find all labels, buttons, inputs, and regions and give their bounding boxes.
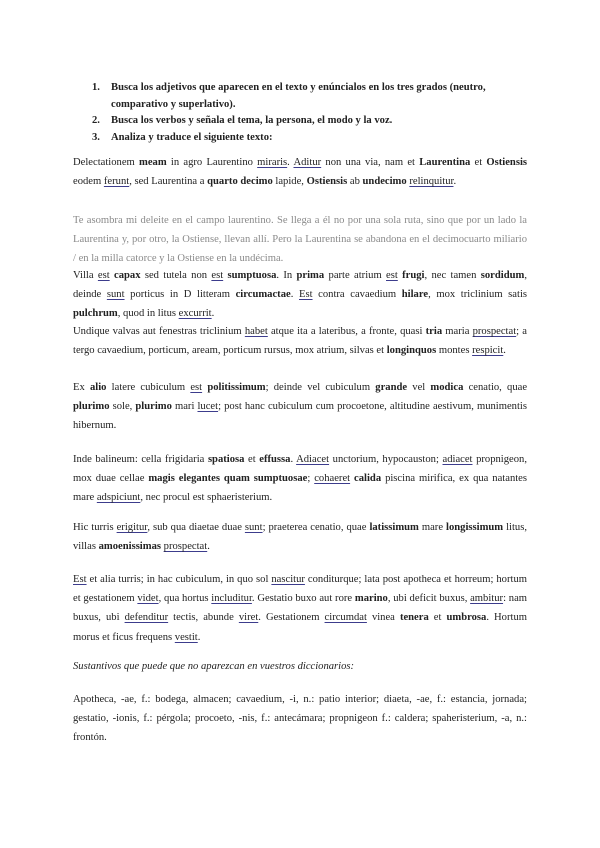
spanish-translation-paragraph: [73, 211, 527, 269]
text-run: Te asombra mi deleite en el campo laurentino. Se llega a él no por una sola ruta, sino que por un lado la Laurentina y, por otro, la Ostiense, llevan allí. Pero la Laurentina se abandona en el decimocuarto miliario / en la milla catorce y la Ostiense en la undécima.: [73, 215, 527, 265]
instruction-item: [92, 130, 532, 147]
text-run: , quod in litus: [117, 308, 179, 320]
text-run: Delectationem: [73, 157, 140, 168]
highlighted-adjective: undecimo: [362, 176, 407, 188]
text-run: .: [287, 157, 294, 168]
text-run: Undique valvas aut fenestras triclinium: [73, 326, 245, 337]
highlighted-adjective: sumptuosa: [227, 270, 277, 281]
highlighted-adjective: magis elegantes quam sumptuosae: [148, 473, 308, 485]
underlined-verb: cohaeret: [314, 473, 351, 485]
instruction-text: Analiza y traduce el siguiente texto:: [111, 131, 273, 143]
highlighted-adjective: prima: [296, 270, 325, 281]
underlined-verb: includitur: [211, 593, 252, 605]
text-run: .: [207, 541, 210, 553]
text-run: lapide,: [272, 176, 307, 188]
text-run: Sustantivos que puede que no aparezcan en vuestros diccionarios:: [73, 661, 355, 672]
underlined-verb: prospectat: [163, 541, 208, 553]
highlighted-adjective: umbrosa: [446, 612, 487, 624]
text-run: et: [470, 157, 487, 168]
text-run: ; praeterea cenatio, quae: [262, 522, 370, 533]
text-run: Villa: [73, 270, 98, 281]
text-run: piscina mirifica, ex qua natantes mare: [73, 473, 528, 504]
highlighted-adjective: capax: [114, 270, 141, 281]
instruction-item: [92, 80, 532, 113]
text-run: Hic turris: [73, 522, 117, 533]
text-run: parte atrium: [324, 270, 387, 281]
text-run: . In: [276, 270, 297, 281]
underlined-verb: est: [97, 270, 110, 281]
underlined-verb: excurrit: [178, 308, 212, 320]
highlighted-adjective: plurimo: [135, 401, 172, 413]
text-run: Ex: [73, 382, 90, 393]
text-run: , sub qua diaetae duae: [147, 522, 245, 533]
text-run: cenatio, quae: [463, 382, 528, 393]
text-run: Inde balineum: cella frigidaria: [73, 454, 208, 465]
underlined-verb: respicit: [472, 345, 504, 357]
latin-paragraph-2: [73, 266, 527, 324]
highlighted-adjective: grande: [375, 382, 408, 393]
highlighted-adjective: politissimum: [207, 382, 266, 393]
underlined-verb: Aditur: [293, 157, 322, 168]
text-run: .: [211, 308, 215, 320]
highlighted-adjective: sordidum: [480, 270, 525, 281]
underlined-verb: est: [386, 270, 398, 281]
highlighted-adjective: pulchrum: [73, 308, 118, 320]
text-run: maria: [442, 326, 473, 337]
underlined-verb: viret: [238, 612, 259, 624]
text-run: porticus in D litteram: [124, 289, 236, 301]
text-run: , nec tamen: [424, 270, 481, 281]
text-run: , mox triclinium satis: [428, 289, 528, 301]
text-run: .: [290, 289, 299, 301]
text-run: atque ita a lateribus, a fronte, quasi: [267, 326, 426, 337]
latin-paragraph-3: [73, 322, 527, 360]
text-run: ; post hanc cubiculum cum procoetone, altitudine aestivum, munimentis hibernum.: [73, 401, 527, 432]
text-run: .: [290, 454, 297, 465]
vocabulary-heading: [73, 657, 527, 676]
instruction-text: Busca los verbos y señala el tema, la persona, el modo y la voz.: [111, 115, 393, 126]
text-run: in agro Laurentino: [166, 157, 258, 168]
highlighted-adjective: plurimo: [73, 401, 110, 413]
text-run: vel: [407, 382, 431, 393]
latin-paragraph-4: [73, 378, 527, 436]
highlighted-adjective: hilare: [401, 289, 429, 301]
highlighted-adjective: amoenissimas: [98, 541, 161, 553]
underlined-verb: lucet: [197, 401, 219, 413]
underlined-verb: defenditur: [124, 612, 169, 624]
text-run: eodem: [73, 176, 104, 188]
underlined-verb: est: [211, 270, 224, 281]
highlighted-adjective: tenera: [399, 612, 429, 624]
instruction-number: 2.: [92, 115, 100, 126]
text-run: mare: [418, 522, 447, 533]
underlined-verb: relinquitur: [409, 176, 454, 188]
instruction-number: 1.: [92, 82, 100, 93]
highlighted-adjective: Ostiensis: [486, 157, 528, 168]
vocabulary-glossary: [73, 690, 527, 748]
text-run: , qua hortus: [158, 593, 212, 605]
latin-paragraph-7: [73, 570, 527, 647]
text-run: propnigeon, mox duae cellae: [73, 454, 527, 485]
text-run: : nam buxus, ubi: [73, 593, 528, 624]
highlighted-adjective: Ostiensis: [306, 176, 348, 188]
highlighted-adjective: longinquos: [386, 345, 437, 357]
text-run: sole,: [109, 401, 136, 413]
text-run: et: [244, 454, 260, 465]
text-run: conditurque; lata post apotheca et horreum; hortum et gestationem: [73, 574, 527, 605]
text-run: , nec procul est sphaeristerium.: [140, 492, 273, 504]
text-run: .: [197, 631, 201, 643]
highlighted-adjective: effussa: [259, 454, 291, 465]
underlined-verb: Est: [73, 574, 87, 585]
text-run: et alia turris; in hac cubiculum, in quo sol: [86, 574, 272, 585]
instruction-number: 3.: [92, 131, 100, 143]
instructions-list: [92, 80, 532, 146]
underlined-verb: prospectat: [472, 326, 517, 337]
underlined-verb: nascitur: [271, 574, 305, 585]
latin-paragraph-1: [73, 153, 527, 191]
text-run: ; deinde vel cubiculum: [265, 382, 376, 393]
underlined-verb: sunt: [106, 289, 125, 301]
underlined-verb: adiacet: [442, 454, 473, 465]
text-run: . Gestationem: [258, 612, 325, 624]
instruction-item: [92, 113, 532, 130]
underlined-verb: videt: [137, 593, 159, 605]
highlighted-adjective: Laurentina: [419, 157, 471, 168]
underlined-verb: est: [190, 382, 203, 393]
underlined-verb: Adiacet: [296, 454, 330, 465]
highlighted-adjective: quarto decimo: [207, 176, 273, 188]
underlined-verb: erigitur: [116, 522, 148, 533]
underlined-verb: habet: [244, 326, 268, 337]
text-run: ;: [307, 473, 315, 485]
text-run: latere cubiculum: [106, 382, 191, 393]
highlighted-adjective: circumactae: [235, 289, 291, 301]
text-run: , ubi deficit buxus,: [387, 593, 471, 605]
text-run: Apotheca, -ae, f.: bodega, almacen; cavaedium, -i, n.: patio interior; diaeta, -ae, f.: estancia, jornada; gestatio, -ionis, f.: pérgola; procoeto, -nis, f.: antecámara; propnigeon f.: caldera; spaheristerium, -a, n.: frontón.: [73, 694, 527, 744]
highlighted-adjective: frugi: [402, 270, 425, 281]
text-run: ab: [347, 176, 363, 188]
text-run: montes: [436, 345, 473, 357]
text-run: tectis, abunde: [168, 612, 239, 624]
highlighted-adjective: tria: [425, 326, 443, 337]
underlined-verb: vestit: [174, 631, 198, 643]
highlighted-adjective: spatiosa: [207, 454, 245, 465]
text-run: .: [453, 176, 457, 188]
text-run: vinea: [366, 612, 400, 624]
text-run: sed tutela non: [140, 270, 212, 281]
underlined-verb: sunt: [244, 522, 263, 533]
text-run: , sed Laurentina a: [129, 176, 208, 188]
underlined-verb: ferunt: [103, 176, 130, 188]
underlined-verb: circumdat: [324, 612, 367, 624]
underlined-verb: adspiciunt: [96, 492, 141, 504]
text-run: , deinde: [73, 270, 527, 301]
latin-paragraph-6: [73, 518, 527, 556]
text-run: ; a tergo cavaedium, porticum, aream, porticum rursus, mox atrium, silvas et: [73, 326, 527, 357]
highlighted-adjective: alio: [89, 382, 107, 393]
highlighted-adjective: latissimum: [369, 522, 419, 533]
text-run: .: [503, 345, 506, 357]
underlined-verb: Est: [299, 289, 313, 301]
highlighted-adjective: calida: [354, 473, 382, 485]
underlined-verb: ambitur: [470, 593, 504, 605]
text-run: non una via, nam et: [321, 157, 420, 168]
latin-paragraph-5: [73, 450, 527, 508]
highlighted-adjective: modica: [430, 382, 464, 393]
underlined-verb: miraris: [257, 157, 288, 168]
text-run: contra cavaedium: [312, 289, 402, 301]
highlighted-adjective: meam: [139, 157, 167, 168]
instruction-text: Busca los adjetivos que aparecen en el texto y enúncialos en los tres grados (neutro, comparativo y superlativo).: [111, 82, 486, 110]
text-run: mari: [171, 401, 198, 413]
text-run: unctorium, hypocauston;: [329, 454, 443, 465]
highlighted-adjective: longissimum: [446, 522, 504, 533]
text-run: . Hortum morus et ficus frequens: [73, 612, 527, 643]
highlighted-adjective: marino: [354, 593, 388, 605]
text-run: . Gestatio buxo aut rore: [251, 593, 355, 605]
text-run: et: [428, 612, 447, 624]
text-run: litus, villas: [73, 522, 527, 553]
